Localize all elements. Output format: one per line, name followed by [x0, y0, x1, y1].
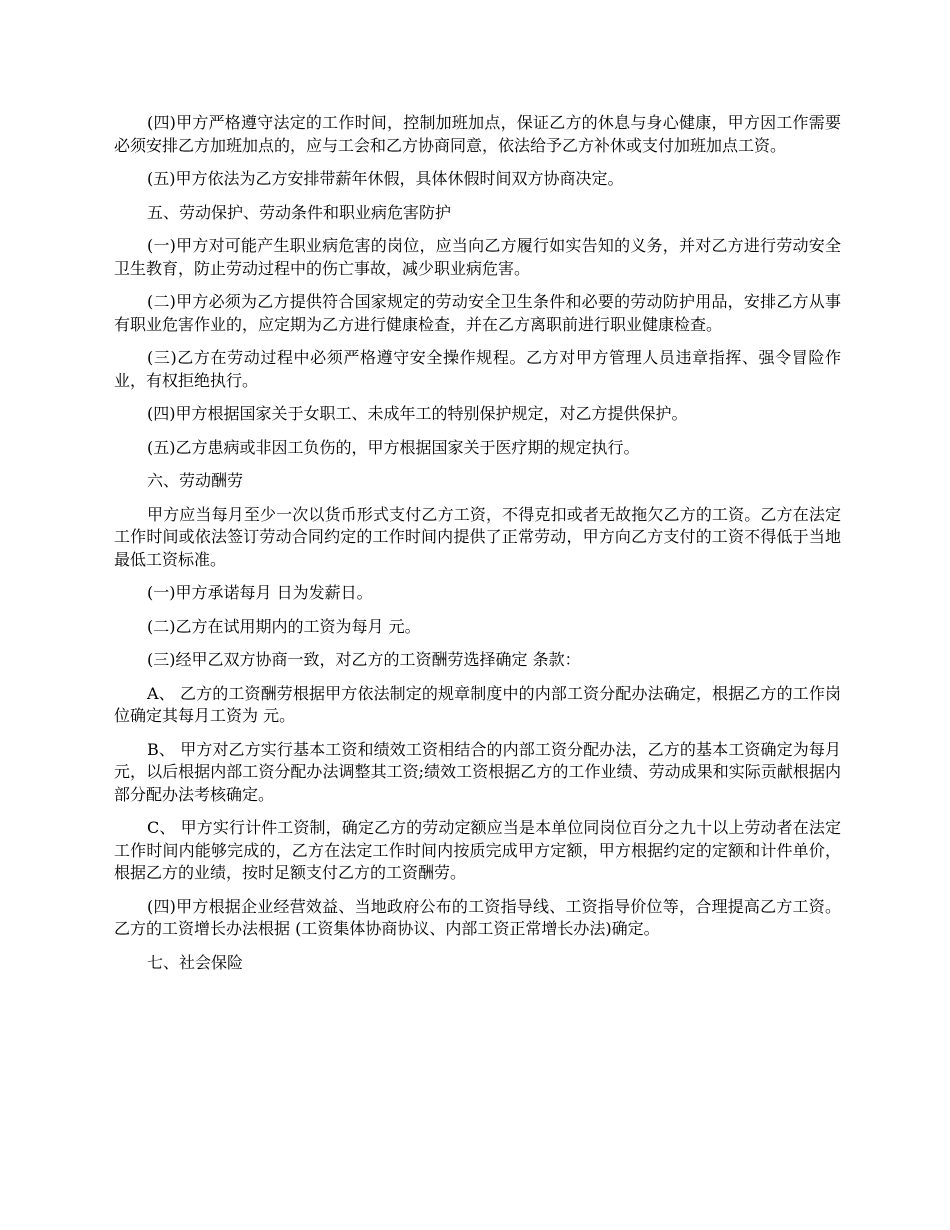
section-heading-social-insurance: 七、社会保险	[147, 952, 244, 972]
paragraph-special-protection: (四)甲方根据国家关于女职工、未成年工的特别保护规定，对乙方提供保护。	[147, 404, 688, 423]
paragraph-safe-operation: (三)乙方在劳动过程中必须严格遵守安全操作规程。乙方对甲方管理人员违章指挥、强令冒险作业，有权拒绝执行。	[114, 348, 841, 390]
paragraph-wage-payment: 甲方应当每月至少一次以货币形式支付乙方工资，不得克扣或者无故拖欠乙方的工资。乙方在法定工作时间或依法签订劳动合同约定的工作时间内提供了正常劳动，甲方向乙方支付的工资不得低于当地最低工资标准。	[114, 504, 841, 569]
section-heading-labor-protection: 五、劳动保护、劳动条件和职业病危害防护	[147, 202, 452, 222]
paragraph-pay-day: (一)甲方承诺每月 日为发薪日。	[147, 583, 373, 602]
paragraph-probation-wage: (二)乙方在试用期内的工资为每月 元。	[147, 616, 421, 636]
paragraph-option-b: B、 甲方对乙方实行基本工资和绩效工资相结合的内部工资分配办法，乙方的基本工资确定为每月 元，以后根据内部工资分配办法调整其工资;绩效工资根据乙方的工作业绩、劳动成果和实际贡献根据内部分配办法考核确定。	[114, 739, 841, 804]
paragraph-overtime-rules: (四)甲方严格遵守法定的工作时间，控制加班加点，保证乙方的休息与身心健康，甲方因工作需要必须安排乙方加班加点的，应与工会和乙方协商同意，依法给予乙方补休或支付加班加点工资。	[114, 113, 841, 155]
paragraph-option-a: A、 乙方的工资酬劳根据甲方依法制定的规章制度中的内部工资分配办法确定，根据乙方的工作岗位确定其每月工资为 元。	[114, 683, 841, 725]
paragraph-wage-increase: (四)甲方根据企业经营效益、当地政府公布的工资指导线、工资指导价位等，合理提高乙方工资。乙方的工资增长办法根据 (工资集体协商协议、内部工资正常增长办法)确定。	[114, 896, 841, 938]
paragraph-medical-period: (五)乙方患病或非因工负伤的，甲方根据国家关于医疗期的规定执行。	[147, 437, 640, 457]
paragraph-hazard-disclosure: (一)甲方对可能产生职业病危害的岗位，应当向乙方履行如实告知的义务，并对乙方进行劳动安全卫生教育，防止劳动过程中的伤亡事故，减少职业病危害。	[114, 236, 841, 278]
paragraph-safety-conditions: (二)甲方必须为乙方提供符合国家规定的劳动安全卫生条件和必要的劳动防护用品，安排乙方从事有职业危害作业的，应定期为乙方进行健康检查，并在乙方离职前进行职业健康检查。	[114, 292, 841, 334]
section-heading-remuneration: 六、劳动酬劳	[147, 471, 244, 490]
document-page	[114, 112, 841, 985]
paragraph-option-c: C、 甲方实行计件工资制，确定乙方的劳动定额应当是本单位同岗位百分之九十以上劳动者在法定工作时间内能够完成的，乙方在法定工作时间内按质完成甲方定额，甲方根据约定的定额和计件单价，根据乙方的业绩，按时足额支付乙方的工资酬劳。	[114, 818, 841, 882]
paragraph-paid-leave: (五)甲方依法为乙方安排带薪年休假，具体休假时间双方协商决定。	[147, 169, 624, 188]
paragraph-wage-option-select: (三)经甲乙双方协商一致，对乙方的工资酬劳选择确定 条款：	[147, 650, 581, 669]
